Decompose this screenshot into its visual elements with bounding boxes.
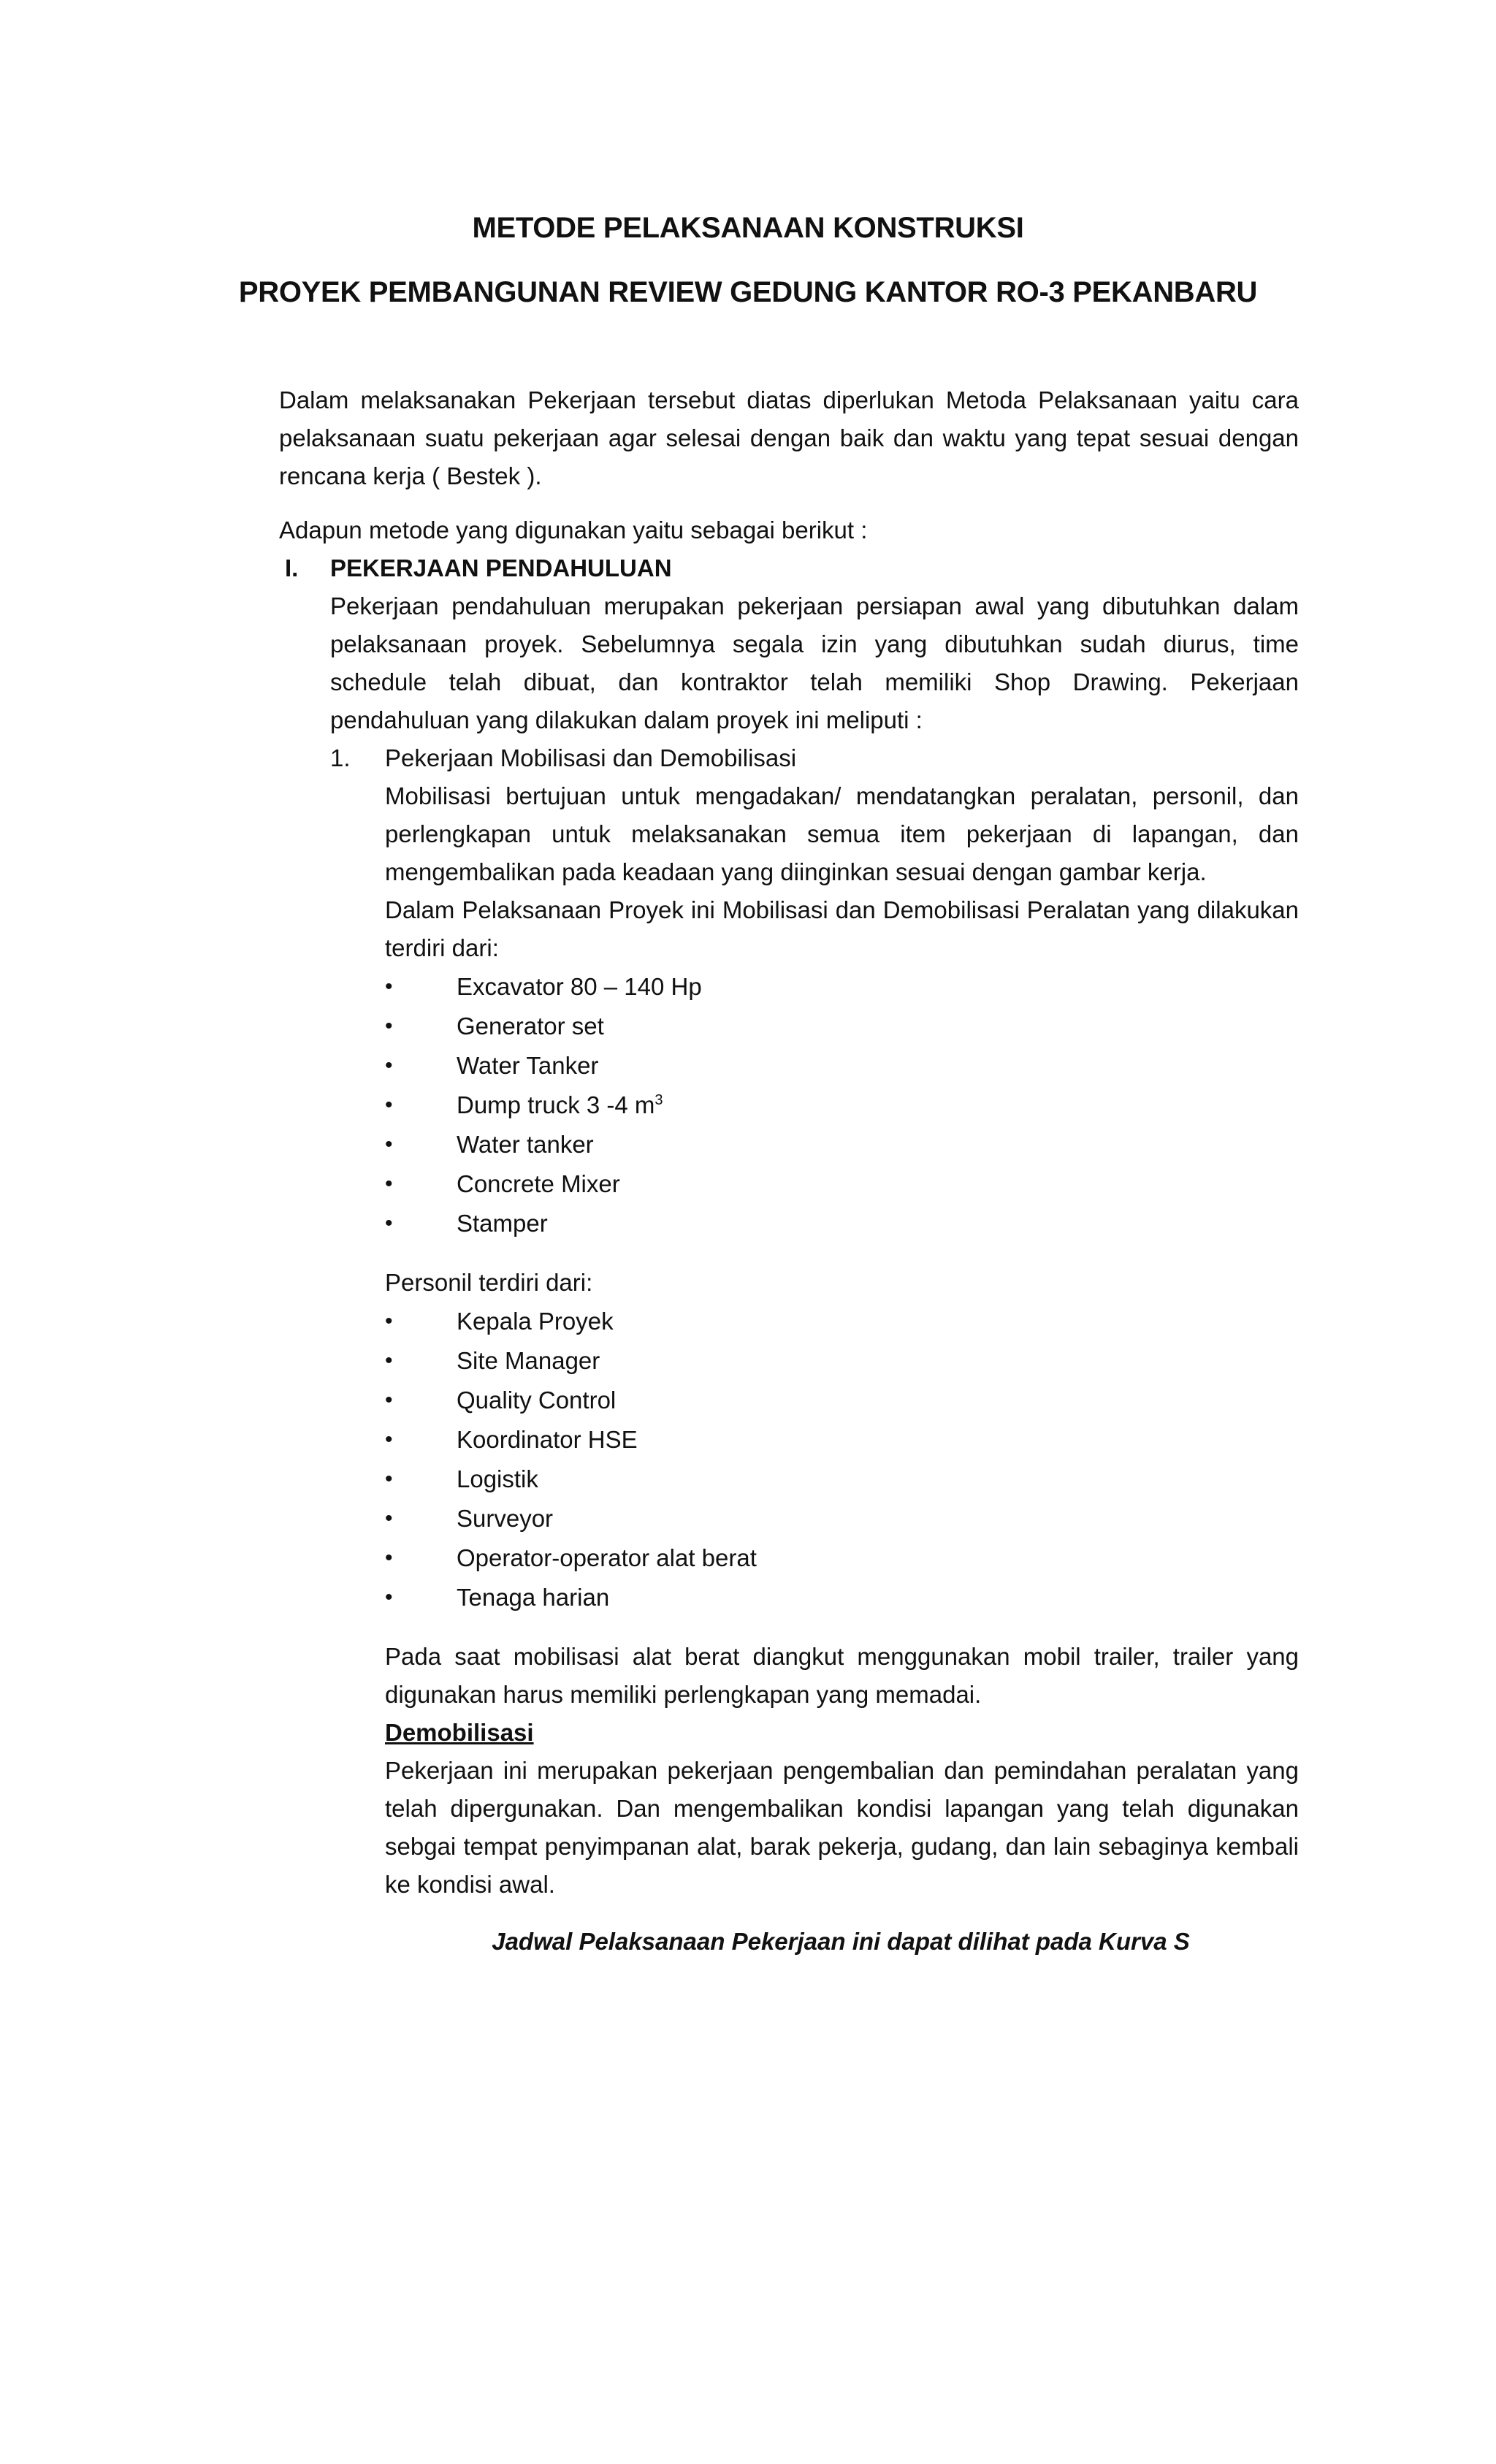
document-body: [279, 381, 1299, 1961]
schedule-note: Jadwal Pelaksanaan Pekerjaan ini dapat dilihat pada Kurva S: [492, 1928, 1190, 1955]
bullet-icon: •: [385, 1585, 393, 1609]
section-number: I.: [285, 554, 299, 581]
trailer-note: Pada saat mobilisasi alat berat diangkut menggunakan mobil trailer, trailer yang digunakan harus memiliki perlengkapan yang memadai.: [385, 1643, 1299, 1708]
list-item: • Koordinator HSE: [279, 1420, 1299, 1460]
subitem-number: 1.: [330, 744, 351, 771]
equipment-list: [279, 967, 1299, 1243]
intro-paragraph: Dalam melaksanakan Pekerjaan tersebut diatas diperlukan Metoda Pelaksanaan yaitu cara pelaksanaan suatu pekerjaan agar selesai dengan baik dan waktu yang tepat sesuai dengan rencana kerja ( Bestek ).: [279, 386, 1299, 489]
list-item: • Water tanker: [279, 1125, 1299, 1164]
bullet-icon: •: [385, 1427, 393, 1452]
list-item: • Quality Control: [279, 1381, 1299, 1420]
list-item: • Logistik: [279, 1460, 1299, 1499]
page-title: METODE PELAKSANAAN KONSTRUKSI: [472, 212, 1024, 244]
demobilization-heading: Demobilisasi: [385, 1719, 534, 1746]
mobilization-description: Mobilisasi bertujuan untuk mengadakan/ mendatangkan peralatan, personil, dan perlengkapan untuk melaksanakan semua item pekerjaan di lapangan, dan mengembalikan pada keadaan yang diinginkan sesuai dengan gambar kerja.: [385, 782, 1299, 885]
bullet-icon: •: [385, 1309, 393, 1333]
list-item: • Kepala Proyek: [279, 1302, 1299, 1341]
list-item: • Excavator 80 – 140 Hp: [279, 967, 1299, 1007]
bullet-icon: •: [385, 1172, 393, 1196]
subitem-heading: [279, 739, 1299, 777]
methods-lead: Adapun metode yang digunakan yaitu sebagai berikut :: [279, 516, 868, 543]
list-item: • Dump truck 3 -4 $m^3$: [279, 1086, 1299, 1125]
bullet-icon: •: [385, 1467, 393, 1491]
list-item: • Operator-operator alat berat: [279, 1538, 1299, 1578]
list-item: • Stamper: [279, 1204, 1299, 1243]
superscript-cubed: 3: [654, 1092, 663, 1108]
bullet-icon: •: [385, 1053, 393, 1077]
personnel-list: [279, 1302, 1299, 1617]
equipment-lead: Dalam Pelaksanaan Proyek ini Mobilisasi dan Demobilisasi Peralatan yang dilakukan terdiri dari:: [385, 896, 1299, 961]
subitem-title: Pekerjaan Mobilisasi dan Demobilisasi: [385, 744, 797, 771]
list-item: • Generator set: [279, 1007, 1299, 1046]
bullet-icon: •: [385, 1349, 393, 1373]
bullet-icon: •: [385, 1014, 393, 1038]
bullet-icon: •: [385, 1132, 393, 1156]
personnel-lead: Personil terdiri dari:: [385, 1269, 593, 1296]
list-item: • Concrete Mixer: [279, 1164, 1299, 1204]
bullet-icon: •: [385, 974, 393, 999]
list-item: • Surveyor: [279, 1499, 1299, 1538]
page-subtitle: PROYEK PEMBANGUNAN REVIEW GEDUNG KANTOR RO-3 PEKANBARU: [238, 276, 1258, 308]
bullet-icon: •: [385, 1211, 393, 1235]
list-item: • Water Tanker: [279, 1046, 1299, 1086]
bullet-icon: •: [385, 1093, 393, 1117]
list-item: • Site Manager: [279, 1341, 1299, 1381]
bullet-icon: •: [385, 1506, 393, 1530]
section-body: Pekerjaan pendahuluan merupakan pekerjaan persiapan awal yang dibutuhkan dalam pelaksanaan proyek. Sebelumnya segala izin yang dibutuhkan sudah diurus, time schedule telah dibuat, dan kontraktor telah memiliki Shop Drawing. Pekerjaan pendahuluan yang dilakukan dalam proyek ini meliputi :: [330, 592, 1299, 733]
demobilization-description: Pekerjaan ini merupakan pekerjaan pengembalian dan pemindahan peralatan yang telah dipergunakan. Dan mengembalikan kondisi lapangan yang telah digunakan sebgai tempat penyimpanan alat, barak pekerja, gudang, dan lain sebaginya kembali ke kondisi awal.: [385, 1757, 1299, 1898]
list-item: • Tenaga harian: [279, 1578, 1299, 1617]
section-heading: [279, 549, 1299, 587]
bullet-icon: •: [385, 1388, 393, 1412]
section-title: PEKERJAAN PENDAHULUAN: [330, 554, 672, 581]
bullet-icon: •: [385, 1546, 393, 1570]
